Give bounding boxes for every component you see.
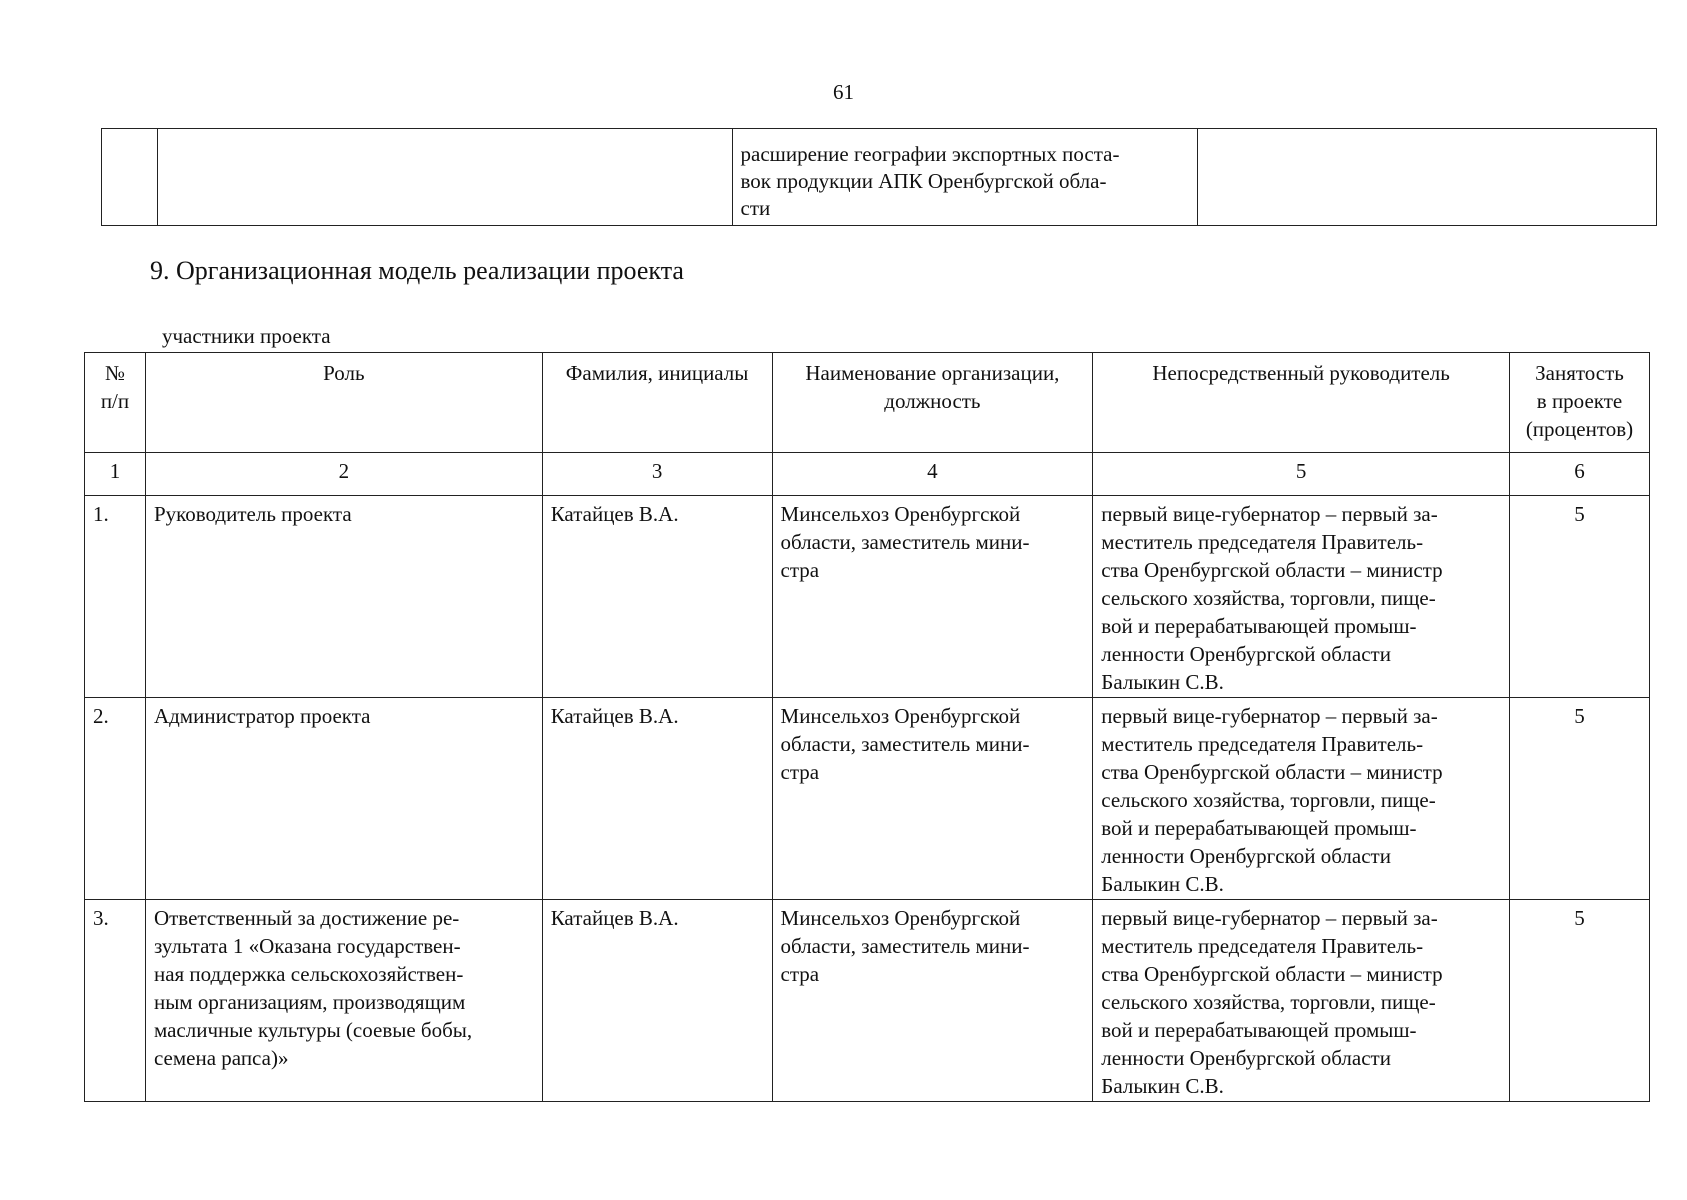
continuation-row [102,129,1657,226]
participants-table [84,352,1650,1102]
section-title: 9. Организационная модель реализации проекта [150,256,684,285]
row-name: Катайцев В.А. [542,900,772,1102]
continuation-cell-text [732,129,1198,226]
header-row [85,353,1650,453]
column-number: 6 [1509,453,1649,496]
continuation-cell-empty [1198,129,1657,226]
row-supervisor: первый вице-губернатор – первый за- меститель председателя Правитель- ства Оренбургской области – министр сельского хозяйства, торговли, пище- вой и перерабатывающей промыш- ленности Оренбургской области Балыкин С.В. [1093,900,1510,1102]
header-role: Роль [145,353,542,453]
table-row [85,496,1650,698]
continuation-cell-empty [102,129,158,226]
column-number: 5 [1093,453,1510,496]
row-role: Администратор проекта [145,698,542,900]
column-number-row [85,453,1650,496]
column-number: 2 [145,453,542,496]
table-row [85,698,1650,900]
row-name: Катайцев В.А. [542,496,772,698]
continuation-cell-empty [157,129,732,226]
row-supervisor: первый вице-губернатор – первый за- меститель председателя Правитель- ства Оренбургской области – министр сельского хозяйства, торговли, пище- вой и перерабатывающей промыш- ленности Оренбургской области Балыкин С.В. [1093,496,1510,698]
continuation-table [101,128,1657,226]
table-row [85,900,1650,1102]
row-employment: 5 [1509,496,1649,698]
row-number: 1. [85,496,146,698]
column-number: 4 [772,453,1093,496]
continuation-text: расширение географии экспортных поста- вок продукции АПК Оренбургской обла- сти [740,142,1120,220]
header-employment: Занятость в проекте (процентов) [1509,353,1649,453]
row-role: Ответственный за достижение ре- зультата 1 «Оказана государствен- ная поддержка сельскохозяйствен- ным организациям, производящим масличные культуры (соевые бобы, семена рапса)» [145,900,542,1102]
column-number: 1 [85,453,146,496]
row-employment: 5 [1509,698,1649,900]
header-organization: Наименование организации, должность [772,353,1093,453]
row-employment: 5 [1509,900,1649,1102]
row-organization: Минсельхоз Оренбургской области, заместитель мини- стра [772,900,1093,1102]
row-name: Катайцев В.А. [542,698,772,900]
row-number: 2. [85,698,146,900]
row-number: 3. [85,900,146,1102]
table-caption: участники проекта [162,324,331,348]
header-name: Фамилия, инициалы [542,353,772,453]
column-number: 3 [542,453,772,496]
row-organization: Минсельхоз Оренбургской области, заместитель мини- стра [772,698,1093,900]
header-number: № п/п [85,353,146,453]
page-number: 61 [833,80,854,104]
row-organization: Минсельхоз Оренбургской области, заместитель мини- стра [772,496,1093,698]
row-role: Руководитель проекта [145,496,542,698]
header-supervisor: Непосредственный руководитель [1093,353,1510,453]
row-supervisor: первый вице-губернатор – первый за- меститель председателя Правитель- ства Оренбургской области – министр сельского хозяйства, торговли, пище- вой и перерабатывающей промыш- ленности Оренбургской области Балыкин С.В. [1093,698,1510,900]
